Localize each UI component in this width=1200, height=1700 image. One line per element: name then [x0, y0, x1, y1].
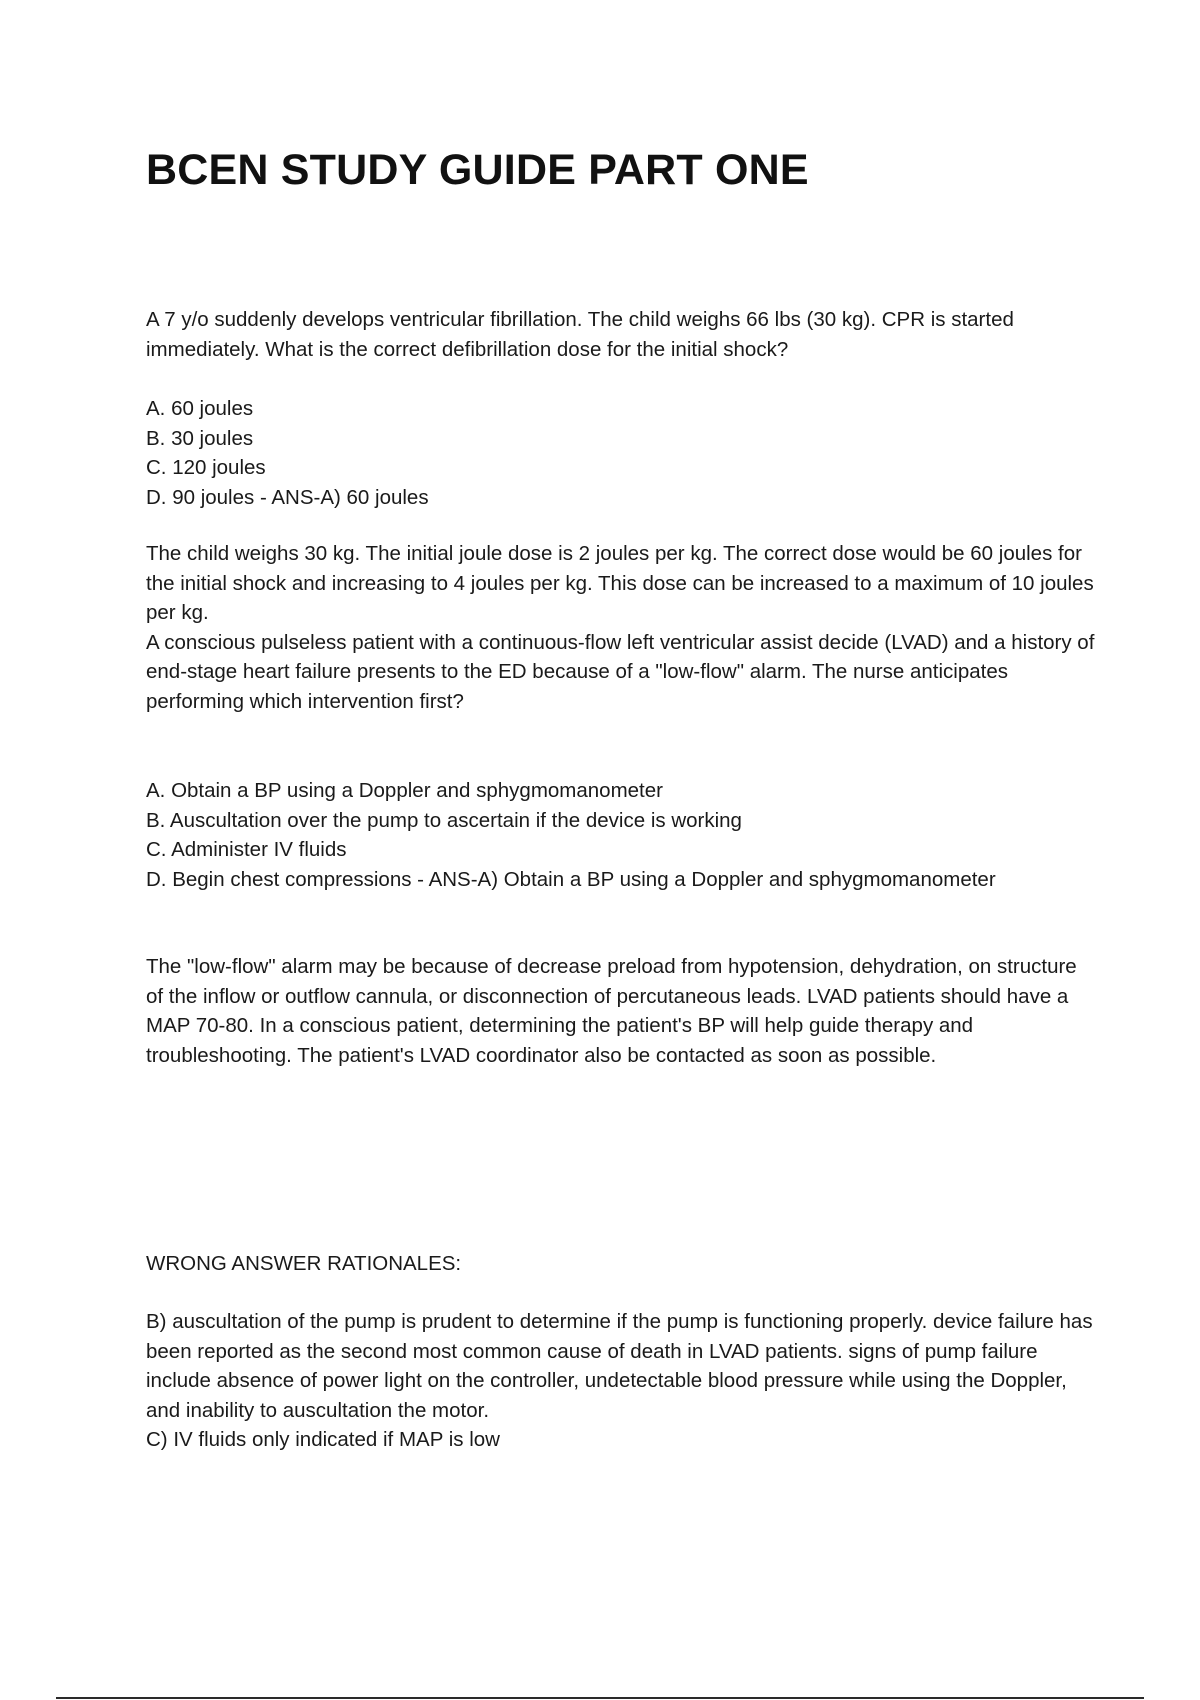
page-divider [56, 1697, 1144, 1699]
option-c: C. 120 joules [146, 456, 266, 479]
option-a: A. 60 joules [146, 397, 254, 420]
document-title: BCEN STUDY GUIDE PART ONE [146, 146, 809, 194]
question-2-options [146, 776, 1096, 894]
question-1-options [146, 394, 1096, 512]
wrong-answer-heading-block [146, 1249, 1096, 1279]
wrong-answer-rationales [146, 1307, 1096, 1455]
wrong-answer-c: C) IV fluids only indicated if MAP is low [146, 1428, 500, 1451]
options-list [146, 394, 1096, 512]
option-b: B. Auscultation over the pump to ascertain if the device is working [146, 808, 742, 832]
options-list [146, 776, 1096, 894]
question-1-rationale [146, 539, 1096, 716]
question-2-stem: A conscious pulseless patient with a continuous-flow left ventricular assist decide (LVAD) and a history of end-stage heart failure presents to the ED because of a "low-flow" alarm. The nurse anticipates performing which intervention first? [146, 630, 1095, 713]
question-1 [146, 305, 1096, 364]
option-c: C. Administer IV fluids [146, 838, 347, 861]
wrong-answer-b: B) auscultation of the pump is prudent to determine if the pump is functioning properly. device failure has been reported as the second most common cause of death in LVAD patients. signs of pump failure include absence of power light on the controller, undetectable blood pressure while using the Doppler, and inability to auscultation the motor. [146, 1310, 1093, 1422]
rationale-text: The child weighs 30 kg. The initial joule dose is 2 joules per kg. The correct dose would be 60 joules for the initial shock and increasing to 4 joules per kg. This dose can be increased to a maximum of 10 joules per kg. [146, 542, 1094, 624]
question-2-rationale [146, 952, 1096, 1070]
option-d: D. Begin chest compressions - ANS-A) Obtain a BP using a Doppler and sphygmomanometer [146, 867, 996, 891]
option-a: A. Obtain a BP using a Doppler and sphygmomanometer [146, 779, 663, 802]
wrong-answer-heading: WRONG ANSWER RATIONALES: [146, 1252, 462, 1275]
question-1-stem: A 7 y/o suddenly develops ventricular fibrillation. The child weighs 66 lbs (30 kg). CPR is started immediately. What is the correct defibrillation dose for the initial shock? [146, 308, 1014, 361]
option-b: B. 30 joules [146, 426, 254, 450]
option-d: D. 90 joules - ANS-A) 60 joules [146, 485, 429, 509]
rationale-text: The "low-flow" alarm may be because of decrease preload from hypotension, dehydration, on structure of the inflow or outflow cannula, or disconnection of percutaneous leads. LVAD patients should have a MAP 70-80. In a conscious patient, determining the patient's BP will help guide therapy and troubleshooting. The patient's LVAD coordinator also be contacted as soon as possible. [146, 955, 1077, 1067]
